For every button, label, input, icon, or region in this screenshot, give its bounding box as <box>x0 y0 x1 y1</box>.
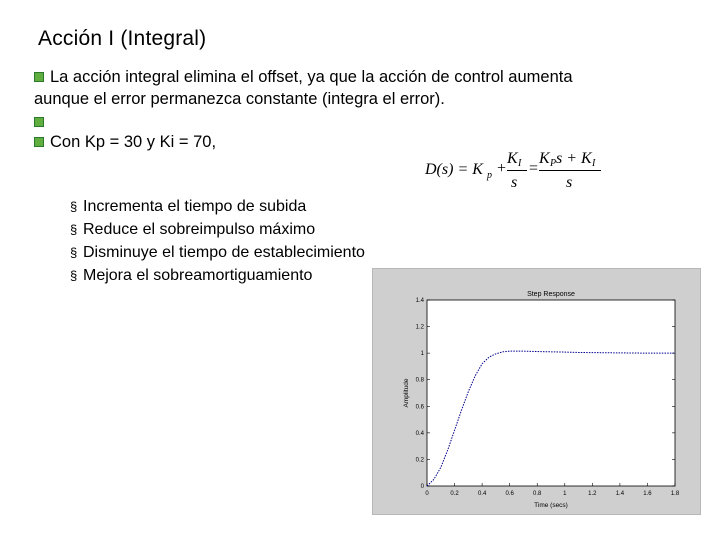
x-tick-label: 0.6 <box>505 491 514 497</box>
formula-num2-sub1: P <box>550 158 557 169</box>
x-tick-label: 1 <box>563 491 567 497</box>
y-tick-label: 1 <box>420 351 424 358</box>
x-tick-label: 0 <box>425 491 429 497</box>
effects-list <box>70 195 365 287</box>
x-axis-label: Time (secs) <box>534 502 568 509</box>
paragraph-offset <box>34 66 573 110</box>
formula-num1: K <box>507 150 518 167</box>
checkbox-bullet-icon <box>34 72 44 82</box>
slide-title: Acción I (Integral) <box>38 27 207 50</box>
x-tick-label: 0.2 <box>450 491 459 497</box>
square-bullet-icon: § <box>70 268 78 283</box>
y-tick-label: 0.8 <box>415 377 424 384</box>
effects-list-item <box>70 195 365 218</box>
effects-list-item <box>70 264 365 287</box>
formula-den2: s <box>566 174 573 191</box>
y-tick-label: 0.6 <box>415 404 424 411</box>
x-tick-label: 1.4 <box>615 491 625 497</box>
square-bullet-icon: § <box>70 222 78 237</box>
paragraph-gains-text: Con Kp = 30 y Ki = 70, <box>50 133 217 151</box>
y-tick-label: 0 <box>420 484 424 490</box>
formula-frac2-bar <box>539 170 601 171</box>
step-response-chart <box>372 268 701 515</box>
paragraph-gains <box>34 131 216 153</box>
formula-num2-sub2: I <box>592 158 596 169</box>
paragraph-empty <box>34 111 50 133</box>
formula-num2: K <box>539 150 550 167</box>
paragraph-offset-line2: aunque el error permanezca constante (integra el error). <box>34 90 445 108</box>
transfer-function-formula <box>425 152 615 192</box>
y-tick-label: 0.2 <box>415 457 424 464</box>
effects-list-item-text: Incrementa el tiempo de subida <box>83 198 307 215</box>
plot-area <box>427 300 675 486</box>
effects-list-item-text: Disminuye el tiempo de establecimiento <box>83 244 365 261</box>
formula-plus: + <box>497 160 507 177</box>
x-tick-label: 1.6 <box>643 491 652 497</box>
checkbox-bullet-icon <box>34 137 44 147</box>
formula-num2-mid: s + K <box>556 150 592 167</box>
y-tick-label: 1.2 <box>415 324 424 331</box>
x-tick-label: 1.8 <box>670 491 680 497</box>
formula-lhs: D(s) = K <box>425 161 483 178</box>
chart-title: Step Response <box>527 291 575 298</box>
effects-list-item <box>70 218 365 241</box>
effects-list-item-text: Mejora el sobreamortiguamiento <box>83 267 313 284</box>
formula-num1-sub: I <box>518 158 522 169</box>
formula-eq: = <box>529 160 539 177</box>
formula-kp-sub: p <box>487 170 492 181</box>
formula-frac1-bar <box>507 170 527 171</box>
y-tick-label: 0.4 <box>415 430 424 437</box>
y-tick-label: 1.4 <box>415 298 424 304</box>
effects-list-item-text: Reduce el sobreimpulso máximo <box>83 221 316 238</box>
y-axis-label: Amplitude <box>403 378 410 408</box>
formula-den1: s <box>511 174 518 191</box>
square-bullet-icon: § <box>70 245 78 260</box>
paragraph-offset-line1: La acción integral elimina el offset, ya que la acción de control aumenta <box>50 68 573 86</box>
square-bullet-icon: § <box>70 199 78 214</box>
checkbox-bullet-icon <box>34 117 44 127</box>
x-tick-label: 1.2 <box>588 491 597 497</box>
effects-list-item <box>70 241 365 264</box>
x-tick-label: 0.4 <box>477 491 487 497</box>
x-tick-label: 0.8 <box>533 491 542 497</box>
